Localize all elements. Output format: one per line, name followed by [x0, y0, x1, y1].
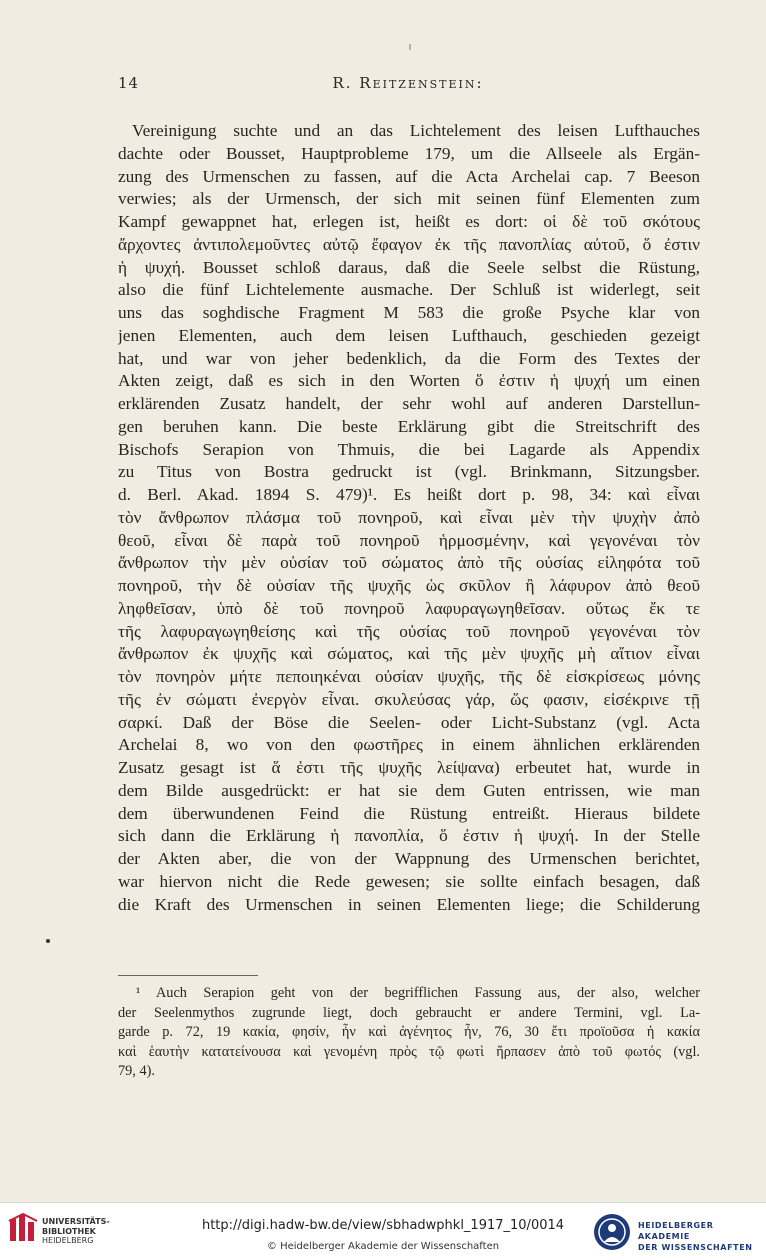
text-line: zu Titus von Bostra gedruckt ist (vgl. Brinkmann, Sitzungsber.	[118, 462, 700, 482]
footnote-divider	[118, 975, 258, 976]
footnote-line: καὶ ἑαυτὴν κατατείνουσα καὶ γενομένη πρὸς τῷ φωτὶ ἥρπασεν ἀπὸ τοῦ φωτός (vgl.	[118, 1043, 700, 1060]
text-line: τὸν πονηρὸν μήτε πεποιηκέναι οὐσίαν ψυχῆς, τῆς δὲ εἰσκρίσεως μόνης	[118, 667, 700, 686]
text-line: θεοῦ, εἶναι δὲ παρὰ τοῦ πονηροῦ ἡρμοσμένην, καὶ γεγονέναι τὸν	[118, 530, 700, 550]
page-number: 14	[118, 74, 140, 92]
footnote-line: garde p. 72, 19 κακία, φησίν, ἦν καὶ ἀγένητος ἦν, 76, 30 ἔτι προϊοῦσα ἡ κακία	[118, 1024, 700, 1040]
copyright-notice: © Heidelberger Akademie der Wissenschaften	[266, 1241, 500, 1252]
text-line: ἄνθρωπον τὴν μὲν οὐσίαν τοῦ σώματος ἀπὸ τῆς οὐσίας εἰληφότα τοῦ	[118, 553, 700, 573]
text-line: verwies; als der Urmensch, der sich mit seinen fünf Elementen zum	[118, 189, 700, 209]
text-line: die Kraft des Urmenschen in seinen Elementen liege; die Schilderung	[118, 894, 700, 914]
text-line: sich dann die Erklärung ἡ πανοπλία, ὅ ἐστιν ἡ ψυχή. In der Stelle	[118, 826, 700, 846]
text-line: Akten zeigt, daß es sich in den Worten ὅ ἐστιν ἡ ψυχή um einen	[118, 371, 700, 391]
footnote-line: ¹ Auch Serapion geht von der begrifflichen Fassung aus, der also, welcher	[136, 985, 700, 1001]
library-name-line: UNIVERSITÄTS-	[42, 1217, 110, 1226]
running-head: R. Reitzenstein:	[332, 74, 484, 92]
text-line: dem überwundenen Feind die Rüstung entreißt. Hieraus bildete	[118, 803, 700, 823]
footnote-line: 79, 4).	[118, 1063, 155, 1079]
text-line: ληφθεῖσαν, ὑπὸ δὲ τοῦ πονηροῦ λαφυραγωγηθεῖσαν. οὕτως ἔκ τε	[118, 598, 700, 618]
text-line: zung des Urmenschen zu fassen, auf die Acta Archelai cap. 7 Beeson	[118, 166, 700, 186]
text-line: Zusatz gesagt ist ἅ ἐστι τῆς ψυχῆς λείψανα) erbeutet hat, wurde in	[118, 758, 700, 777]
viewer-footer	[0, 1202, 766, 1260]
text-line: τῆς ἐν σώματι ἐνεργὸν εἶναι. σκυλεύσας γάρ, ὥς φασιν, εἰσέκρινε τῇ	[118, 689, 700, 709]
text-line: Bischofs Serapion von Thmuis, die bei Lagarde als Appendix	[118, 439, 700, 459]
text-line: πονηροῦ, τὴν δὲ οὐσίαν τῆς ψυχῆς ὡς σκῦλον ἢ λάφυρον ἀπὸ θεοῦ	[118, 576, 700, 595]
text-line: dachte oder Bousset, Hauptprobleme 179, um die Allseele als Ergän-	[118, 143, 700, 163]
text-line: τῆς λαφυραγωγηθείσης καὶ τῆς οὐσίας τοῦ πονηροῦ γεγονέναι τὸν	[118, 621, 700, 641]
margin-dot	[46, 939, 50, 943]
main-text	[118, 120, 700, 916]
footnotes	[118, 984, 700, 1082]
footnote-line: der Seelenmythos zugrunde liegt, doch gebraucht er andere Termini, vgl. La-	[118, 1004, 700, 1021]
text-line: uns das soghdische Fragment M 583 die große Psyche klar von	[118, 303, 700, 322]
text-line: ἄρχοντες ἀντιπολεμοῦντες αὐτῷ ἔφαγον ἐκ τῆς πανοπλίας αὐτοῦ, ὅ ἐστιν	[118, 234, 700, 254]
academy-seal-icon[interactable]	[592, 1212, 632, 1252]
text-line: ἄνθρωπον ἐκ ψυχῆς καὶ σώματος, καὶ τῆς μὲν ψυχῆς μὴ αἴτιον εἶναι	[118, 644, 700, 664]
text-line: dem Bilde ausgedrückt: er hat sie dem Guten entrissen, wie man	[118, 780, 700, 800]
text-line: hat, und war von jeher bedenklich, da die Form des Textes der	[118, 348, 700, 368]
scan-mark	[409, 44, 411, 50]
text-line: also die fünf Lichtelemente ausmache. Der Schluß ist widerlegt, seit	[118, 280, 700, 300]
text-line: σαρκί. Daß der Böse die Seelen- oder Licht-Substanz (vgl. Acta	[118, 712, 700, 732]
text-line: war hiervon nicht die Rede gewesen; sie sollte einfach besagen, daß	[118, 871, 700, 891]
text-line: τὸν ἄνθρωπον πλάσμα τοῦ πονηροῦ, καὶ εἶναι μὲν τὴν ψυχὴν ἀπὸ	[118, 507, 700, 527]
text-line: erklärenden Zusatz handelt, der sehr wohl auf anderen Darstellun-	[118, 394, 700, 413]
text-line: der Akten aber, die von der Wappnung des Urmenschen berichtet,	[118, 849, 700, 868]
text-line: jenen Elementen, auch dem leisen Lufthauch, geschieden gezeigt	[118, 325, 700, 345]
text-line: Archelai 8, wo von den φωστῆρες in einem ähnlichen erklärenden	[118, 735, 700, 755]
text-line: Vereinigung suchte und an das Lichtelement des leisen Lufthauches	[132, 121, 700, 140]
page-header	[118, 74, 698, 98]
permalink-url[interactable]: http://digi.hadw-bw.de/view/sbhadwphkl_1917_10/0014	[201, 1218, 565, 1233]
library-name-line: BIBLIOTHEK	[42, 1226, 96, 1236]
text-line: Kampf gewappnet hat, erlegen ist, heißt es dort: οἱ δὲ τοῦ σκότους	[118, 212, 700, 231]
text-line: ἡ ψυχή. Bousset schloß daraus, daß die Seele selbst die Rüstung,	[118, 257, 700, 277]
academy-name	[638, 1220, 766, 1253]
text-line: gen beruhen kann. Die beste Erklärung gibt die Streitschrift des	[118, 416, 700, 436]
library-name-line: HEIDELBERG	[42, 1236, 94, 1245]
academy-name-line: DER WISSENSCHAFTEN	[638, 1243, 753, 1252]
text-line: d. Berl. Akad. 1894 S. 479)¹. Es heißt dort p. 98, 34: καὶ εἶναι	[118, 485, 700, 504]
academy-name-line: HEIDELBERGER AKADEMIE	[638, 1221, 714, 1241]
